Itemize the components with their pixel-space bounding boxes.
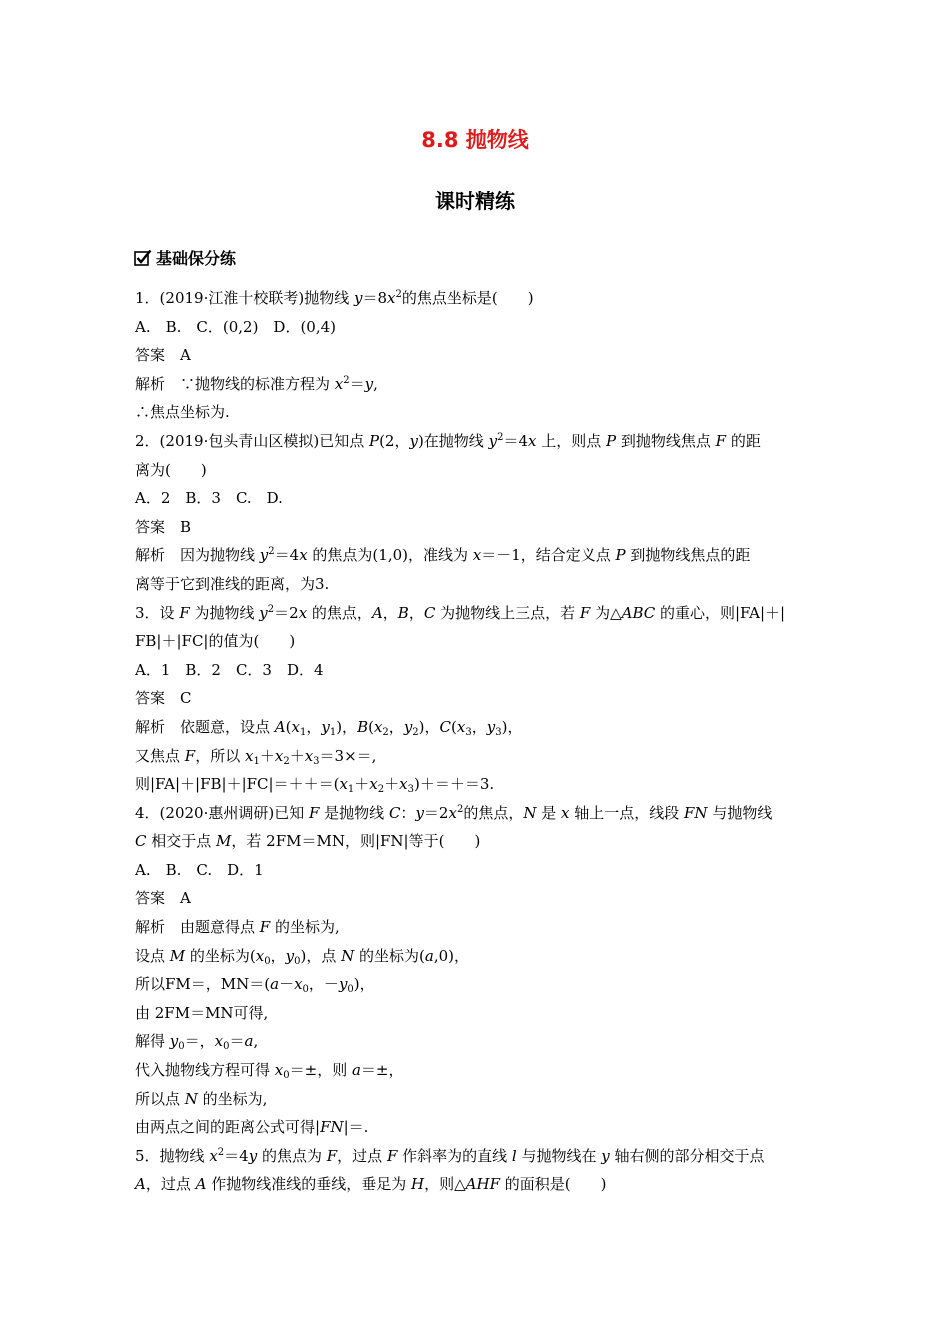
text-line: 2．(2019·包头青山区模拟)已知点 P(2，y)在抛物线 $y^2=4x$ 上，则点 P 到抛物线焦点 F 的距: [135, 431, 761, 450]
text-line: 由 2FM＝MN可得,: [135, 1003, 269, 1022]
text-line: 离为( ): [135, 460, 207, 479]
page-subtitle: 课时精练: [435, 189, 515, 213]
text-line: 设点 M 的坐标为($x_0$，$y_0$)，点 N 的坐标为(a,0)，: [135, 946, 469, 967]
text-line: C 相交于点 M，若 2FM＝MN，则|FN|等于( ): [135, 832, 481, 851]
text-line: 解析 因为抛物线 $y^2=4x$ 的焦点为(1,0)，准线为 x＝－1，结合定义点 P 到抛物线焦点的距: [135, 546, 751, 565]
text-line: A. B. C．(0,2) D．(0,4): [135, 317, 337, 336]
text-line: 所以点 N 的坐标为,: [135, 1089, 268, 1108]
text-line: 解析 依题意，设点 $A(x_1$，$y_1$)，$B(x_2$，$y_2$)，$C(x_3$，$y_3$)，: [135, 717, 523, 738]
section-heading: [134, 246, 236, 269]
text-line: 4．(2020·惠州调研)已知 F 是抛物线 C：$y=2x^2$的焦点，N 是 x 轴上一点，线段 FN 与抛物线: [135, 803, 773, 822]
text-line: A．1 B．2 C．3 D．4: [135, 660, 324, 679]
text-line: 答案 C: [135, 689, 192, 708]
text-line: 解得 $y_0=$，$x_0=a$,: [135, 1032, 259, 1053]
text-line: ∴焦点坐标为.: [135, 403, 230, 422]
text-line: 3．设 F 为抛物线 $y^2=2x$ 的焦点，A，B，C 为抛物线上三点，若 F 为△ABC 的重心，则|FA|＋|: [135, 603, 786, 622]
text-line: A，过点 A 作抛物线准线的垂线，垂足为 H，则△AHF 的面积是( ): [135, 1175, 607, 1194]
text-line: 答案 A: [135, 346, 191, 365]
text-line: A．2 B．3 C. D.: [135, 489, 283, 508]
text-line: 解析 由题意得点 F 的坐标为,: [135, 918, 340, 937]
text-line: 又焦点 F，所以 $x_1+x_2+x_3=3\times=$,: [135, 746, 377, 767]
section-label: 基础保分练: [156, 249, 237, 268]
text-line: A. B. C. D．1: [135, 860, 264, 879]
text-line: 离等于它到准线的距离，为3.: [135, 574, 330, 593]
text-line: 由两点之间的距离公式可得|FN|＝.: [135, 1118, 369, 1137]
page-title: 8.8 抛物线: [421, 128, 529, 152]
text-line: 答案 A: [135, 889, 191, 908]
text-line: 5．抛物线 $x^2=4y$ 的焦点为 F，过点 F 作斜率为的直线 l 与抛物线在 y 轴右侧的部分相交于点: [135, 1146, 765, 1165]
text-line: 答案 B: [135, 517, 192, 536]
text-line: 解析 ∵抛物线的标准方程为 $x^2=y$,: [135, 374, 378, 393]
text-line: 则$|FA|+|FB|+|FC|=++=(x_1+x_2+x_3)+=+=3$.: [135, 775, 495, 796]
text-line: 1．(2019·江淮十校联考)抛物线 $y=8x^2$的焦点坐标是( ): [135, 289, 534, 307]
text-line: 代入抛物线方程可得 $x_0=\pm$，则 a＝±，: [135, 1061, 404, 1082]
text-line: 所以FM＝，$MN=(a-x_0$，$-y_0$)，: [135, 975, 375, 996]
checkbox-checked-icon: [134, 249, 152, 267]
text-line: FB|＋|FC|的值为( ): [135, 632, 296, 651]
document-body: [135, 284, 815, 1199]
